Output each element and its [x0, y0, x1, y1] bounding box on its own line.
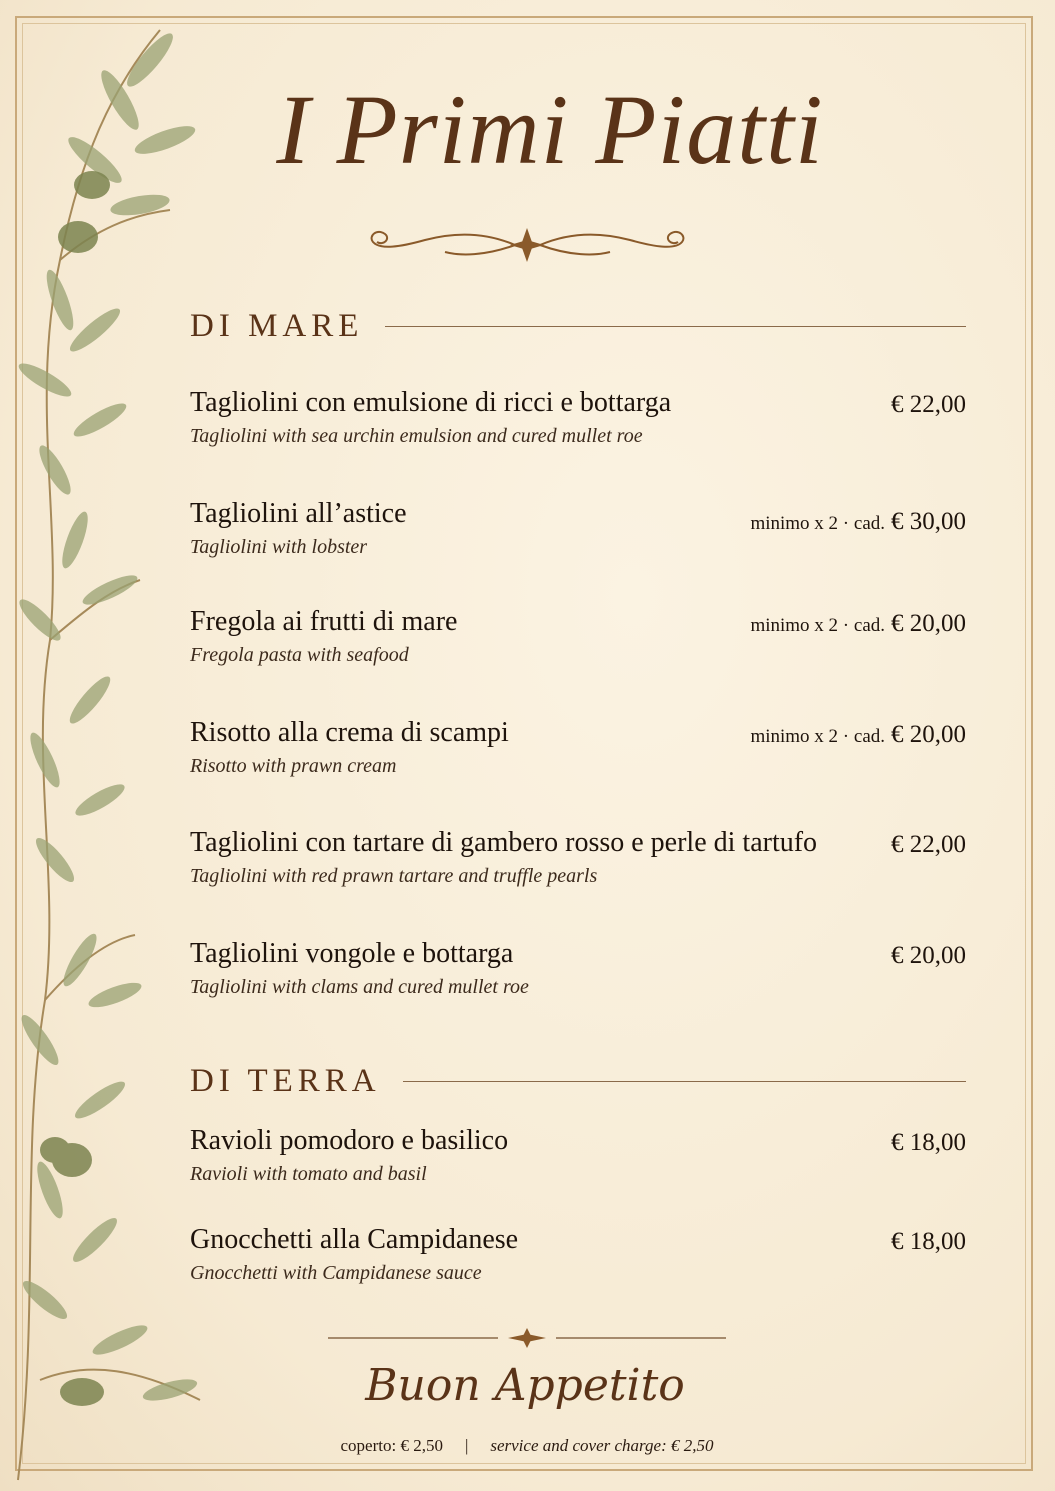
closing-greeting: Buon Appetito [365, 1360, 685, 1411]
dish-name-english: Tagliolini with sea urchin emulsion and cured mullet roe [190, 425, 643, 448]
price-value: € 18,00 [891, 1129, 966, 1156]
dish-price [750, 721, 966, 749]
menu-item [190, 387, 966, 448]
menu-item [190, 938, 966, 999]
price-value: € 18,00 [891, 1228, 966, 1255]
cover-charge-english: service and cover charge: € 2,50 [490, 1436, 714, 1455]
price-value: € 22,00 [891, 391, 966, 418]
dish-name-italian: Gnocchetti alla Campidanese [190, 1224, 519, 1255]
dish-price [891, 942, 966, 970]
dish-name-english: Tagliolini with red prawn tartare and truffle pearls [190, 865, 598, 888]
cover-divider: | [464, 1436, 469, 1455]
price-note: minimo x 2 · cad. [750, 615, 885, 636]
dish-name-italian: Fregola ai frutti di mare [190, 606, 458, 637]
section-heading-di-terra [190, 1063, 966, 1100]
menu-item [190, 498, 966, 559]
dish-name-italian: Risotto alla crema di scampi [190, 717, 509, 748]
price-value: € 22,00 [891, 831, 966, 858]
dish-price [891, 1228, 966, 1256]
scroll-ornament-icon [365, 222, 690, 268]
dish-price [750, 610, 966, 638]
dish-name-italian: Tagliolini con tartare di gambero rosso e perle di tartufo [190, 827, 818, 858]
dish-name-italian: Tagliolini con emulsione di ricci e bottarga [190, 387, 672, 418]
price-value: € 30,00 [891, 508, 966, 535]
dish-price [750, 508, 966, 536]
section-rule [403, 1081, 966, 1083]
menu-item [190, 827, 966, 888]
price-value: € 20,00 [891, 721, 966, 748]
dish-name-english: Risotto with prawn cream [190, 755, 397, 778]
price-value: € 20,00 [891, 942, 966, 969]
menu-item [190, 1224, 966, 1285]
cover-charge [280, 1436, 774, 1456]
dish-price [891, 831, 966, 859]
section-heading-di-mare [190, 308, 966, 345]
dish-name-english: Tagliolini with lobster [190, 536, 368, 559]
dish-name-english: Ravioli with tomato and basil [190, 1163, 427, 1186]
diamond-flourish-icon [328, 1326, 726, 1350]
price-note: minimo x 2 · cad. [750, 513, 885, 534]
dish-name-english: Gnocchetti with Campidanese sauce [190, 1262, 482, 1285]
dish-name-italian: Tagliolini all’astice [190, 498, 407, 529]
dish-price [891, 1129, 966, 1157]
dish-name-english: Fregola pasta with seafood [190, 644, 409, 667]
dish-name-italian: Tagliolini vongole e bottarga [190, 938, 514, 969]
dish-name-italian: Ravioli pomodoro e basilico [190, 1125, 509, 1156]
menu-item [190, 1125, 966, 1186]
page-title: I Primi Piatti [276, 74, 824, 185]
cover-charge-italian: coperto: € 2,50 [340, 1436, 443, 1455]
price-value: € 20,00 [891, 610, 966, 637]
price-note: minimo x 2 · cad. [750, 726, 885, 747]
menu-item [190, 606, 966, 667]
section-label: DI MARE [190, 308, 364, 344]
dish-price [891, 391, 966, 419]
menu-item [190, 717, 966, 778]
section-rule [385, 326, 966, 328]
section-label: DI TERRA [190, 1063, 381, 1099]
dish-name-english: Tagliolini with clams and cured mullet roe [190, 976, 529, 999]
